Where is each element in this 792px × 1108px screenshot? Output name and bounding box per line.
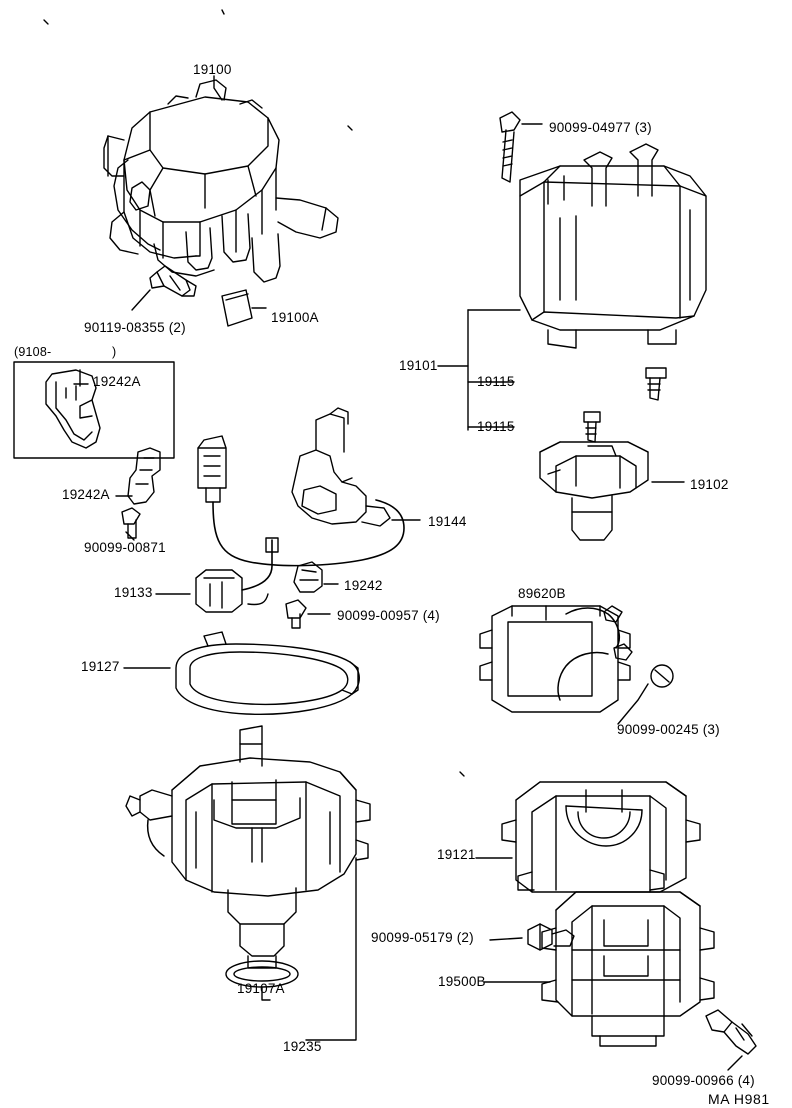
leader-90099-05179: [490, 938, 522, 940]
part-19100A-plate: [222, 290, 252, 326]
part-19121-cover: [502, 782, 700, 892]
label-19102: 19102: [690, 477, 729, 492]
leader-90099-00871: [126, 532, 134, 540]
label-19115-b: 19115: [477, 419, 515, 434]
leader-90099-00245: [618, 684, 648, 724]
part-90099-00871-screw: [122, 508, 140, 538]
label-19107A: 19107A: [237, 981, 285, 996]
leader-19235: [306, 858, 356, 1040]
label-19242A: 19242A: [62, 487, 110, 502]
part-19100-distributor-assembly: [104, 80, 338, 282]
part-89620B-igniter: [480, 606, 673, 712]
label-19235: 19235: [283, 1039, 322, 1054]
part-19133-cover: [196, 538, 278, 612]
part-19235-housing: [126, 726, 370, 968]
leader-90099-00966: [728, 1056, 742, 1070]
label-19100A: 19100A: [271, 310, 319, 325]
group-note-label: (9108-: [14, 345, 52, 359]
label-90099-00957: 90099-00957 (4): [337, 608, 440, 623]
label-19133: 19133: [114, 585, 153, 600]
label-19127: 19127: [81, 659, 120, 674]
label-19242A-boxed: 19242A: [93, 374, 141, 389]
label-19100: 19100: [193, 62, 232, 77]
part-90099-04977-bolt: [500, 112, 520, 182]
label-19500B: 19500B: [438, 974, 486, 989]
group-note-label-close: ): [112, 345, 117, 359]
label-19115-a: 19115: [477, 374, 515, 389]
label-90099-04977: 90099-04977 (3): [549, 120, 652, 135]
label-90099-00871: 90099-00871: [84, 540, 166, 555]
label-19101: 19101: [399, 358, 438, 373]
label-89620B: 89620B: [518, 586, 566, 601]
label-90119-08355: 90119-08355 (2): [84, 320, 186, 335]
part-90119-08355-bolt: [150, 266, 196, 296]
part-90099-05179-bolt: [528, 924, 574, 950]
part-19242-clip: [294, 562, 322, 592]
drawing-code: MA H981: [708, 1091, 770, 1107]
part-19500B-coil: [542, 892, 714, 1046]
label-19242: 19242: [344, 578, 383, 593]
label-19144: 19144: [428, 514, 467, 529]
leader-90119-08355: [132, 290, 150, 310]
part-19102-rotor: [540, 442, 648, 540]
part-19115-screw-a: [646, 368, 666, 400]
part-19115-screw-b: [584, 412, 600, 442]
part-19144-wire-harness: [198, 408, 404, 566]
part-90099-00957-screw: [286, 600, 306, 628]
part-19101-cap: [520, 144, 706, 348]
part-19127-gasket: [176, 632, 359, 714]
label-90099-05179: 90099-05179 (2): [371, 930, 474, 945]
part-90099-00966-bolt: [706, 1010, 756, 1054]
label-90099-00966: 90099-00966 (4): [652, 1073, 755, 1088]
label-19121: 19121: [437, 847, 476, 862]
part-19242A-bracket: [128, 448, 160, 504]
label-90099-00245: 90099-00245 (3): [617, 722, 720, 737]
